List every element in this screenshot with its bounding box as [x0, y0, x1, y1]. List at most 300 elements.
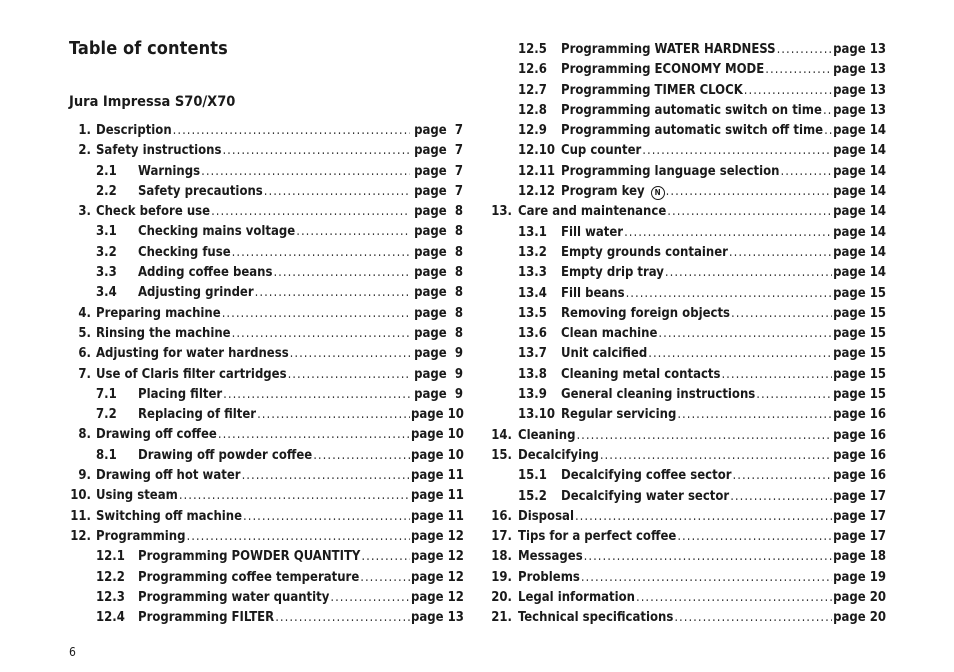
toc-entry-label-text: Cleaning metal contacts [561, 366, 721, 382]
toc-entry-number: 20. [491, 590, 512, 606]
toc-entry[interactable] [490, 204, 886, 224]
toc-entry-label [96, 326, 231, 341]
toc-entry-label-text: Safety precautions [138, 183, 263, 199]
toc-entry-label [138, 265, 272, 280]
toc-entry-label-text: Safety instructions [96, 143, 222, 159]
toc-entry[interactable] [69, 590, 463, 610]
toc-entry-label-text: Programming coffee temperature [138, 569, 360, 585]
toc-entry-label-text: Tips for a perfect coffee [518, 529, 677, 545]
toc-entry-label-text: Fill water [561, 224, 624, 240]
toc-entry[interactable] [69, 488, 463, 508]
toc-entry-label-text: Warnings [138, 163, 201, 179]
toc-entry-label [518, 549, 583, 564]
toc-entry-label [561, 286, 625, 301]
dot-leader [290, 346, 410, 361]
toc-entry-label [518, 448, 599, 463]
dot-leader [222, 306, 410, 321]
dot-leader [824, 123, 832, 138]
toc-entry-page: page 7 [414, 163, 463, 179]
toc-entry-label-text: Program key [561, 184, 645, 200]
toc-entry-number: 3. [78, 204, 91, 220]
toc-entry-number: 12.8 [518, 102, 547, 118]
toc-entry-label [561, 306, 730, 321]
toc-entry[interactable] [490, 143, 886, 163]
toc-entry-page: page 11 [411, 508, 464, 524]
dot-leader [729, 245, 832, 260]
toc-entry-page: page 8 [414, 265, 463, 281]
toc-entry-label-text: Adjusting for water hardness [96, 346, 289, 362]
toc-entry-label [96, 529, 186, 544]
toc-entry[interactable] [490, 387, 886, 407]
toc-entry-label-text: Empty drip tray [561, 265, 664, 281]
toc-entry[interactable] [69, 448, 463, 468]
toc-entry-label [138, 184, 263, 199]
dot-leader [211, 204, 410, 219]
toc-entry-page: page 8 [414, 204, 463, 220]
toc-entry[interactable] [69, 265, 463, 285]
toc-entry-label [561, 103, 822, 118]
toc-entry[interactable] [490, 245, 886, 265]
page-number: 6 [69, 645, 76, 659]
dot-leader [232, 245, 410, 260]
toc-entry-page: page 20 [833, 610, 886, 626]
toc-entry-label [561, 164, 779, 179]
toc-entry-page: page 15 [833, 305, 886, 321]
dot-leader [361, 549, 410, 564]
toc-entry[interactable] [69, 468, 463, 488]
toc-entry-page: page 12 [411, 589, 464, 605]
toc-entry-number: 12.7 [518, 82, 547, 98]
toc-entry-label-text: Fill beans [561, 285, 625, 301]
dot-leader [765, 62, 832, 77]
toc-entry-label-text: Programming POWDER QUANTITY [138, 549, 361, 565]
toc-entry-label-text: Description [96, 123, 172, 138]
dot-leader [218, 427, 410, 442]
toc-entry-number: 6. [78, 346, 91, 362]
toc-entry-label-text: Use of Claris filter cartridges [96, 366, 287, 382]
toc-entry-label-text: Drawing off hot water [96, 468, 241, 484]
toc-entry-label-text: Programming WATER HARDNESS [561, 42, 776, 57]
toc-entry-number: 12.3 [96, 589, 125, 605]
toc-entry-label [96, 346, 289, 361]
dot-leader [677, 529, 832, 544]
dot-leader [777, 42, 832, 57]
toc-entry-label [561, 123, 823, 138]
toc-entry-page: page 8 [414, 224, 463, 240]
toc-entry-number: 10. [70, 488, 91, 504]
toc-entry-page: page 9 [414, 346, 463, 362]
toc-entry[interactable] [69, 407, 463, 427]
toc-right-column [490, 42, 886, 631]
toc-entry-page: page 10 [411, 407, 464, 423]
toc-entry[interactable] [490, 123, 886, 143]
toc-entry-label [96, 367, 287, 382]
toc-entry[interactable] [490, 468, 886, 488]
toc-entry-number: 13.2 [518, 244, 547, 260]
toc-entry-page: page 14 [833, 224, 886, 240]
toc-entry-label-text: Drawing off coffee [96, 427, 217, 443]
toc-entry[interactable] [490, 590, 886, 610]
dot-leader [626, 286, 832, 301]
toc-entry-label-text: Programming ECONOMY MODE [561, 62, 765, 78]
toc-entry[interactable] [69, 326, 463, 346]
toc-entry[interactable] [69, 143, 463, 163]
toc-entry-page: page 12 [411, 528, 464, 544]
toc-entry-number: 12.9 [518, 123, 547, 139]
toc-entry-page: page 8 [414, 285, 463, 301]
toc-entry-page: page 13 [833, 102, 886, 118]
toc-entry[interactable] [490, 164, 886, 184]
toc-entry-label [518, 570, 580, 585]
toc-entry-page: page 13 [833, 82, 886, 98]
dot-leader [665, 265, 832, 280]
toc-entry-page: page 12 [411, 549, 464, 565]
toc-entry-label-text: Programming language selection [561, 163, 780, 179]
toc-entry-label-text: Checking fuse [138, 244, 231, 260]
dot-leader [242, 468, 410, 483]
dot-leader [667, 204, 832, 219]
toc-entry-number: 8.1 [96, 447, 117, 463]
toc-entry-label [561, 407, 676, 422]
toc-entry-number: 1. [78, 123, 91, 138]
toc-entry-label [138, 245, 231, 260]
toc-entry-label [96, 488, 178, 503]
toc-entry-page: page 7 [414, 123, 463, 138]
toc-entry-number: 7.2 [96, 407, 117, 423]
toc-entry-page: page 15 [833, 387, 886, 403]
toc-entry[interactable] [69, 123, 463, 143]
toc-entry[interactable] [490, 286, 886, 306]
toc-entry-number: 18. [491, 549, 512, 565]
toc-entry[interactable] [490, 42, 886, 62]
dot-leader [576, 428, 832, 443]
toc-entry-number: 2.1 [96, 163, 117, 179]
toc-entry-page: page 16 [833, 447, 886, 463]
toc-entry-page: page 10 [411, 447, 464, 463]
dot-leader [257, 407, 410, 422]
toc-entry-number: 12.2 [96, 569, 125, 585]
toc-entry-label-text: Check before use [96, 204, 211, 220]
toc-entry-number: 19. [491, 569, 512, 585]
toc-entry[interactable] [490, 367, 886, 387]
toc-entry-number: 12. [70, 528, 91, 544]
toc-entry-page: page 8 [414, 325, 463, 341]
dot-leader [674, 610, 832, 625]
toc-entry-label [138, 610, 274, 625]
dot-leader [575, 509, 832, 524]
toc-entry-label-text: Preparing machine [96, 305, 221, 321]
toc-entry[interactable] [490, 407, 886, 427]
toc-entry[interactable] [490, 529, 886, 549]
toc-entry-label-text: Messages [518, 549, 583, 565]
toc-entry-number: 12.11 [518, 163, 555, 179]
dot-leader [823, 103, 832, 118]
toc-entry-page: page 14 [833, 123, 886, 139]
toc-entry-label-text: Replacing of filter [138, 407, 257, 423]
dot-leader [721, 367, 832, 382]
dot-leader [273, 265, 410, 280]
dot-leader [584, 549, 832, 564]
toc-entry-page: page 14 [833, 184, 886, 200]
toc-entry-number: 16. [491, 508, 512, 524]
toc-entry[interactable] [69, 529, 463, 549]
toc-entry[interactable] [69, 387, 463, 407]
toc-entry-label-text: Programming [96, 528, 186, 544]
toc-entry-label-text: Problems [518, 569, 580, 585]
toc-entry-label-text: Cleaning [518, 427, 576, 443]
toc-entry[interactable] [490, 489, 886, 509]
toc-entry-label-text: Unit calcified [561, 346, 648, 362]
toc-entry-page: page 7 [414, 183, 463, 199]
toc-entry-label [138, 224, 295, 239]
toc-entry-number: 9. [78, 468, 91, 484]
page-title: Table of contents [69, 38, 228, 59]
toc-entry-page: page 14 [833, 204, 886, 220]
dot-leader [658, 326, 832, 341]
dot-leader [666, 184, 832, 199]
dot-leader [288, 367, 410, 382]
toc-entry-page: page 19 [833, 569, 886, 585]
toc-entry-number: 13.6 [518, 326, 547, 342]
toc-entry-number: 12.10 [518, 143, 555, 159]
toc-entry-number: 13.9 [518, 387, 547, 403]
toc-entry-label [561, 83, 743, 98]
dot-leader [756, 387, 832, 402]
dot-leader [243, 509, 410, 524]
toc-entry-page: page 14 [833, 244, 886, 260]
toc-entry-page: page 14 [833, 163, 886, 179]
toc-entry-page: page 15 [833, 326, 886, 342]
toc-entry-label [561, 225, 623, 240]
toc-entry[interactable] [69, 610, 463, 630]
toc-entry[interactable] [490, 509, 886, 529]
toc-entry-label [138, 448, 312, 463]
dot-leader [581, 570, 832, 585]
toc-entry-page: page 10 [411, 427, 464, 443]
toc-entry-page: page 8 [414, 305, 463, 321]
toc-entry-label [138, 164, 200, 179]
toc-entry-label-text: Disposal [518, 508, 574, 524]
toc-entry-label [518, 590, 635, 605]
toc-entry[interactable] [69, 224, 463, 244]
toc-entry-label [518, 610, 673, 625]
toc-entry-label-text: Programming TIMER CLOCK [561, 82, 743, 98]
toc-entry-label-text: Switching off machine [96, 508, 243, 524]
toc-entry-number: 13.4 [518, 285, 547, 301]
toc-entry-page: page 13 [833, 62, 886, 78]
toc-entry-number: 3.1 [96, 224, 117, 240]
toc-entry-number: 5. [78, 325, 91, 341]
toc-entry-page: page 16 [833, 427, 886, 443]
toc-entry[interactable] [490, 265, 886, 285]
toc-entry-page: page 13 [833, 42, 886, 57]
toc-entry-label [138, 590, 329, 605]
toc-entry-number: 3.4 [96, 285, 117, 301]
toc-entry-page: page 8 [414, 244, 463, 260]
toc-entry-number: 2.2 [96, 183, 117, 199]
toc-entry-page: page 11 [411, 488, 464, 504]
toc-entry[interactable] [490, 184, 886, 204]
toc-entry-label [96, 143, 221, 158]
toc-entry-page: page 20 [833, 590, 886, 606]
toc-entry[interactable] [490, 428, 886, 448]
toc-entry-label [561, 143, 641, 158]
dot-leader [360, 570, 410, 585]
toc-entry-label [561, 387, 755, 402]
toc-entry-number: 7. [78, 366, 91, 382]
toc-entry-page: page 12 [411, 569, 464, 585]
toc-entry-label-text: Adding coffee beans [138, 265, 273, 281]
toc-entry-label-text: Empty grounds container [561, 244, 728, 260]
dot-leader [223, 387, 410, 402]
toc-entry-label-text: Drawing off powder coffee [138, 447, 313, 463]
toc-entry-page: page 16 [833, 407, 886, 423]
toc-entry-label [138, 407, 256, 422]
toc-entry-label [138, 570, 359, 585]
toc-entry[interactable] [490, 448, 886, 468]
dot-leader [187, 529, 411, 544]
toc-entry-page: page 14 [833, 143, 886, 159]
dot-leader [624, 225, 832, 240]
dot-leader [201, 164, 410, 179]
toc-entry-number: 13.7 [518, 346, 547, 362]
toc-entry-label-text: General cleaning instructions [561, 387, 756, 403]
toc-entry-label [561, 367, 720, 382]
dot-leader [173, 123, 410, 138]
toc-entry-number: 7.1 [96, 386, 117, 402]
toc-entry-label-text: Decalcifying [518, 447, 599, 463]
toc-entry-number: 11. [70, 508, 91, 524]
toc-entry-number: 14. [491, 427, 512, 443]
toc-entry[interactable] [69, 427, 463, 447]
toc-entry[interactable] [69, 164, 463, 184]
document-subtitle: Jura Impressa S70/X70 [69, 94, 236, 110]
toc-entry-number: 21. [491, 610, 512, 626]
dot-leader [648, 346, 832, 361]
toc-entry[interactable] [490, 346, 886, 366]
toc-entry-number: 13.10 [518, 407, 555, 423]
toc-entry-number: 12.4 [96, 610, 125, 626]
dot-leader [232, 326, 410, 341]
toc-entry-number: 15. [491, 447, 512, 463]
toc-entry-label-text: Placing filter [138, 386, 223, 402]
toc-entry-page: page 17 [833, 508, 886, 524]
toc-entry-label [561, 42, 776, 57]
toc-entry[interactable] [69, 509, 463, 529]
toc-entry[interactable] [69, 570, 463, 590]
dot-leader [730, 489, 832, 504]
toc-entry[interactable] [69, 204, 463, 224]
dot-leader [313, 448, 410, 463]
toc-entry[interactable] [69, 285, 463, 305]
toc-entry-label [518, 529, 676, 544]
toc-entry-number: 8. [78, 427, 91, 443]
dot-leader [222, 143, 410, 158]
toc-entry-page: page 17 [833, 529, 886, 545]
toc-entry-label-text: Decalcifying water sector [561, 488, 730, 504]
toc-entry-label [561, 62, 764, 77]
toc-entry-page: page 15 [833, 285, 886, 301]
toc-entry[interactable] [490, 326, 886, 346]
toc-entry-label [561, 346, 647, 361]
toc-entry-number: 15.1 [518, 468, 547, 484]
dot-leader [733, 468, 832, 483]
toc-entry-number: 13.3 [518, 265, 547, 281]
dot-leader [330, 590, 410, 605]
toc-entry[interactable] [69, 306, 463, 326]
toc-entry-number: 2. [78, 143, 91, 159]
toc-entry-label-text: Legal information [518, 590, 635, 606]
toc-entry[interactable] [490, 103, 886, 123]
dot-leader [600, 448, 832, 463]
toc-entry[interactable] [69, 346, 463, 366]
toc-entry-label [96, 204, 210, 219]
toc-entry-page: page 13 [411, 610, 464, 626]
toc-entry-page: page 14 [833, 265, 886, 281]
toc-entry[interactable] [490, 225, 886, 245]
toc-entry-number: 13.8 [518, 366, 547, 382]
toc-entry-page: page 17 [833, 488, 886, 504]
toc-entry[interactable] [69, 549, 463, 569]
toc-entry[interactable] [490, 83, 886, 103]
toc-entry-page: page 9 [414, 386, 463, 402]
toc-entry-number: 12.12 [518, 184, 555, 200]
toc-entry-number: 13.5 [518, 305, 547, 321]
program-key-icon: N [651, 186, 665, 200]
toc-entry-page: page 15 [833, 346, 886, 362]
toc-entry-number: 13.1 [518, 224, 547, 240]
toc-entry-page: page 11 [411, 468, 464, 484]
dot-leader [179, 488, 410, 503]
toc-entry[interactable] [69, 184, 463, 204]
toc-entry-label-text: Care and maintenance [518, 204, 667, 220]
toc-entry-label-text: Removing foreign objects [561, 305, 730, 321]
toc-entry[interactable] [490, 306, 886, 326]
toc-entry-label [561, 245, 728, 260]
toc-entry[interactable] [490, 610, 886, 630]
toc-entry-label-text: Programming automatic switch on time [561, 102, 822, 118]
toc-entry-label [96, 509, 242, 524]
toc-entry-label [518, 204, 666, 219]
toc-entry-label [96, 306, 221, 321]
toc-entry-label [561, 489, 729, 504]
toc-entry-number: 13. [491, 204, 512, 220]
dot-leader [296, 224, 410, 239]
toc-entry-label [561, 265, 664, 280]
toc-entry-number: 4. [78, 305, 91, 321]
toc-entry-label-text: Decalcifying coffee sector [561, 468, 732, 484]
toc-entry-label [561, 326, 657, 341]
dot-leader [255, 285, 410, 300]
toc-entry[interactable] [490, 549, 886, 569]
toc-entry[interactable] [490, 62, 886, 82]
toc-entry-page: page 9 [414, 366, 463, 382]
toc-entry-label-text: Programming automatic switch off time [561, 123, 824, 139]
toc-entry[interactable] [69, 245, 463, 265]
toc-entry-label-text: Using steam [96, 488, 178, 504]
toc-entry-label [138, 549, 360, 564]
toc-entry-label-text: Cup counter [561, 143, 642, 159]
toc-entry-label-text: Technical specifications [518, 610, 674, 626]
toc-entry-label [96, 123, 172, 138]
toc-entry[interactable] [69, 367, 463, 387]
toc-entry-number: 12.6 [518, 62, 547, 78]
dot-leader [636, 590, 832, 605]
toc-entry[interactable] [490, 570, 886, 590]
toc-entry-label [138, 387, 222, 402]
toc-entry-label-text: Rinsing the machine [96, 325, 231, 341]
toc-entry-label [518, 509, 574, 524]
